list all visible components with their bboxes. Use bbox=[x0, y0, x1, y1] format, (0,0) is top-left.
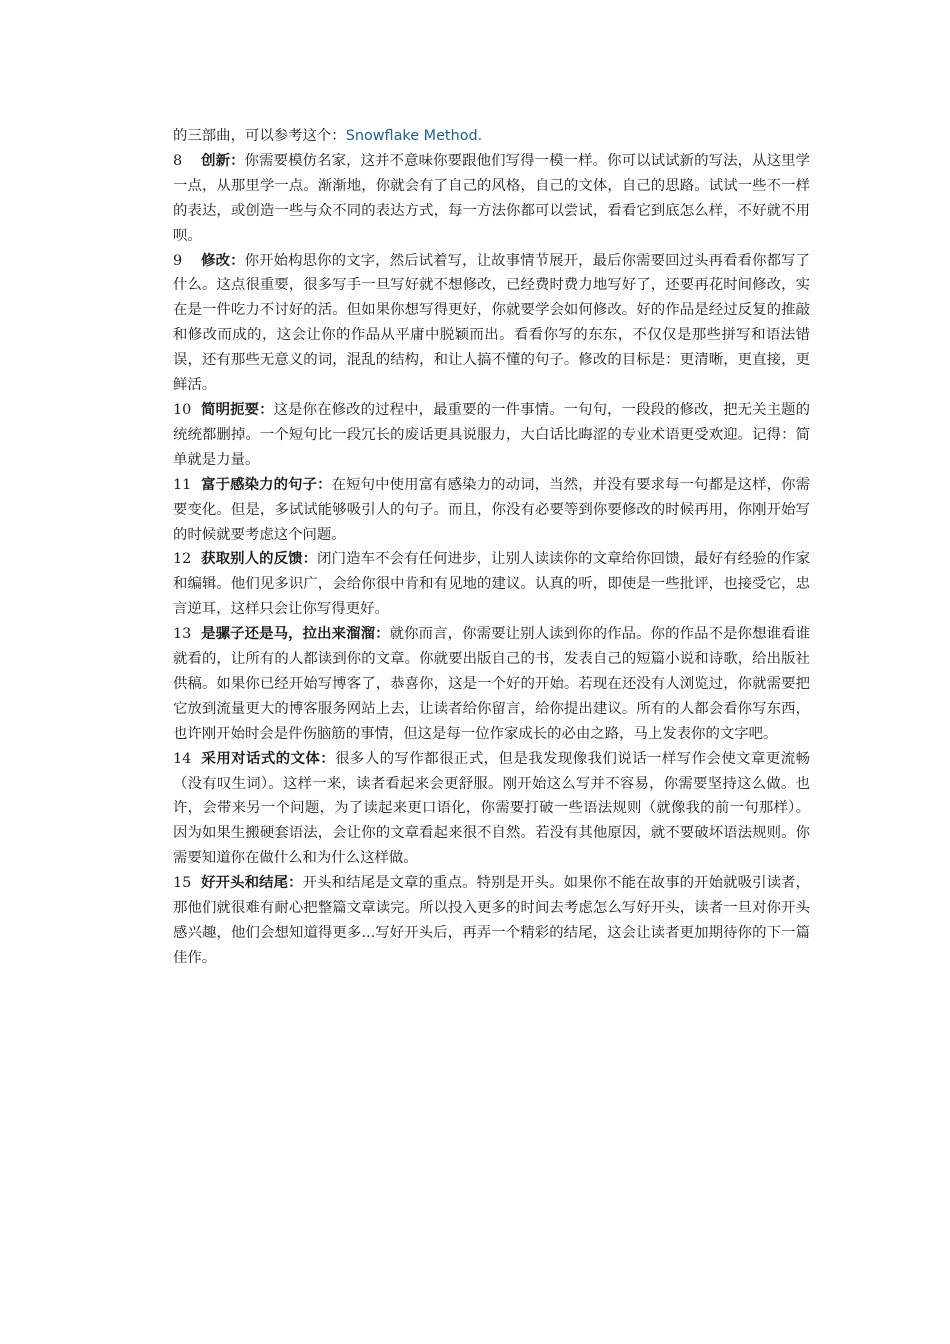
list-item bbox=[173, 747, 810, 872]
item-title: 创新： bbox=[201, 151, 245, 169]
item-body: 闭门造车不会有任何进步，让别人读读你的文章给你回馈，最好有经验的作家和编辑。他们见多识广，会给你很中肯和有见地的建议。认真的听，即使是一些批评，也接受它，忠言逆耳，这样只会让你写得更好。 bbox=[173, 551, 810, 618]
item-number: 13 bbox=[173, 626, 192, 643]
item-number: 9 bbox=[173, 252, 183, 269]
list-item bbox=[173, 249, 810, 398]
item-body: 开头和结尾是文章的重点。特别是开头。如果你不能在故事的开始就吸引读者，那他们就很难有耐心把整篇文章读完。所以投入更多的时间去考虑怎么写好开头，读者一旦对你开头感兴趣，他们会想知道得更多...写好开头后，再弄一个精彩的结尾，这会让读者更加期待你的下一篇佳作。 bbox=[173, 875, 810, 966]
list-item bbox=[173, 871, 810, 971]
list-item bbox=[173, 149, 810, 249]
item-title: 富于感染力的句子： bbox=[201, 475, 332, 493]
list-item bbox=[173, 398, 810, 473]
list-item bbox=[173, 473, 810, 548]
item-number: 8 bbox=[173, 152, 183, 169]
item-body: 这是你在修改的过程中，最重要的一件事情。一句句，一段段的修改，把无关主题的统统都删掉。一个短句比一段冗长的废话更具说服力，大白话比晦涩的专业术语更受欢迎。记得：简单就是力量。 bbox=[173, 401, 810, 468]
intro-paragraph bbox=[173, 124, 810, 149]
item-body: 在短句中使用富有感染力的动词，当然，并没有要求每一句都是这样，你需要变化。但是，多试试能够吸引人的句子。而且，你没有必要等到你要修改的时候再用，你刚开始写的时候就要考虑这个问题。 bbox=[173, 476, 810, 543]
list-item bbox=[173, 622, 810, 747]
item-number: 15 bbox=[173, 875, 192, 892]
item-number: 12 bbox=[173, 551, 192, 568]
item-title: 采用对话式的文体： bbox=[201, 749, 336, 767]
document-page bbox=[173, 124, 810, 971]
item-title: 是骡子还是马，拉出来溜溜： bbox=[201, 625, 390, 643]
item-title: 简明扼要： bbox=[201, 400, 274, 418]
item-body: 就你而言，你需要让别人读到你的作品。你的作品不是你想谁看谁就看的，让所有的人都读到你的文章。你就要出版自己的书，发表自己的短篇小说和诗歌，给出版社供稿。如果你已经开始写博客了，恭喜你，这是一个好的开始。若现在还没有人浏览过，你就需要把它放到流量更大的博客服务网站上去，让读者给你留言，给你提出建议。所有的人都会看你写东西，也许刚开始时会是件伤脑筋的事情，但这是每一位作家成长的必由之路，马上发表你的文字吧。 bbox=[173, 626, 810, 742]
item-number: 10 bbox=[173, 401, 192, 418]
item-title: 修改： bbox=[201, 251, 245, 269]
intro-text: 的三部曲，可以参考这个： bbox=[173, 128, 346, 144]
item-number: 14 bbox=[173, 750, 192, 767]
snowflake-method-link[interactable]: Snowflake Method. bbox=[345, 128, 483, 144]
item-title: 获取别人的反馈： bbox=[201, 550, 318, 568]
item-body: 你需要模仿名家，这并不意味你要跟他们写得一模一样。你可以试试新的写法，从这里学一点，从那里学一点。渐渐地，你就会有了自己的风格，自己的文体，自己的思路。试试一些不一样的表达，或创造一些与众不同的表达方式，每一方法你都可以尝试，看看它到底怎么样，不好就不用呗。 bbox=[173, 152, 810, 244]
item-number: 11 bbox=[173, 476, 192, 493]
item-body: 很多人的写作都很正式，但是我发现像我们说话一样写作会使文章更流畅（没有叹生词）。这样一来，读者看起来会更舒服。刚开始这么写并不容易，你需要坚持这么做。也许，会带来另一个问题，为了读起来更口语化，你需要打破一些语法规则（就像我的前一句那样）。因为如果生搬硬套语法，会让你的文章看起来很不自然。若没有其他原因，就不要破坏语法规则。你需要知道你在做什么和为什么这样做。 bbox=[173, 750, 810, 867]
item-title: 好开头和结尾： bbox=[201, 874, 303, 892]
list-item bbox=[173, 547, 810, 622]
item-body: 你开始构思你的文字，然后试着写，让故事情节展开，最后你需要回过头再看看你都写了什么。这点很重要，很多写手一旦写好就不想修改，已经费时费力地写好了，还要再花时间修改，实在是一件吃力不讨好的活。但如果你想写得更好，你就要学会如何修改。好的作品是经过反复的推敲和修改而成的，这会让你的作品从平庸中脱颖而出。看看你写的东东，不仅仅是那些拼写和语法错误，还有那些无意义的词，混乱的结构，和让人搞不懂的句子。修改的目标是：更清晰，更直接，更鲜活。 bbox=[173, 252, 810, 394]
